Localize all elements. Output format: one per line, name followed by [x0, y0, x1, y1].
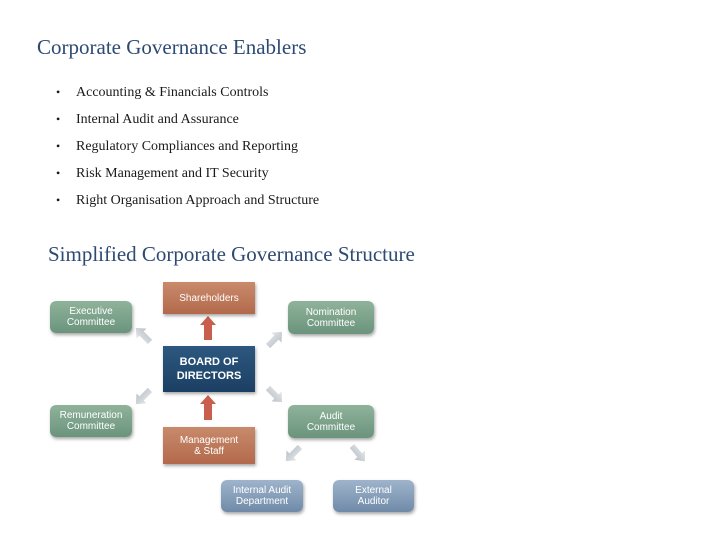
internal-audit-box: Internal Audit Department — [221, 480, 303, 512]
bullet-icon: • — [56, 139, 61, 153]
bullet-icon: • — [56, 166, 61, 180]
bullet-icon: • — [56, 193, 61, 207]
arrow-up-board — [200, 395, 216, 420]
enabler-text: Internal Audit and Assurance — [76, 112, 239, 127]
arrow-to-remuneration-committee — [131, 385, 155, 409]
bullet-icon: • — [56, 85, 61, 99]
arrow-to-audit-committee — [263, 383, 287, 407]
executive-committee-box: Executive Committee — [50, 301, 132, 333]
enabler-text: Risk Management and IT Security — [76, 166, 269, 181]
management-staff-box: Management & Staff — [163, 427, 255, 464]
enabler-text: Right Organisation Approach and Structure — [76, 193, 320, 208]
arrow-up-shareholders — [200, 316, 216, 340]
remuneration-committee-box: Remuneration Committee — [50, 405, 132, 437]
structure-title: Simplified Corporate Governance Structure — [48, 242, 415, 266]
arrow-to-internal-audit — [281, 442, 305, 466]
nomination-committee-box: Nomination Committee — [288, 301, 374, 334]
enabler-text: Regulatory Compliances and Reporting — [76, 139, 299, 154]
audit-committee-box: Audit Committee — [288, 405, 374, 438]
shareholders-box: Shareholders — [163, 282, 255, 314]
external-auditor-box: External Auditor — [333, 480, 414, 512]
enablers-title: Corporate Governance Enablers — [37, 35, 307, 59]
arrow-to-external-auditor — [347, 442, 371, 466]
board-of-directors-box: BOARD OF DIRECTORS — [163, 346, 255, 392]
arrow-to-nomination-committee — [263, 327, 287, 351]
arrow-to-executive-committee — [131, 323, 155, 347]
bullet-icon: • — [56, 112, 61, 126]
enabler-text: Accounting & Financials Controls — [76, 85, 269, 100]
